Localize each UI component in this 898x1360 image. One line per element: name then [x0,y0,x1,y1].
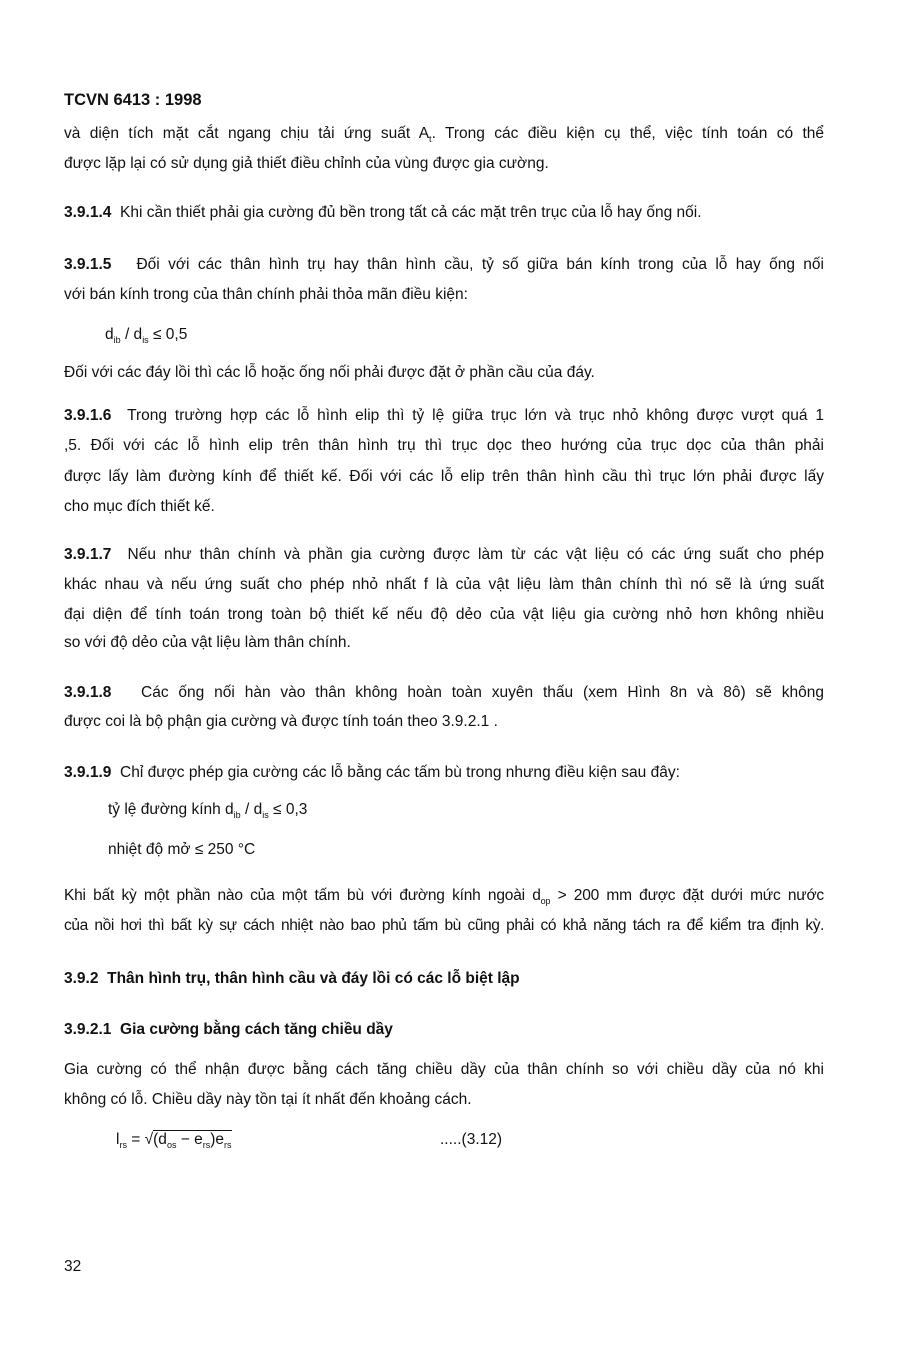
section-heading-392: 3.9.2 Thân hình trụ, thân hình cầu và đáy lồi có các lỗ biệt lập [64,970,520,987]
condition-diameter-ratio: tỷ lệ đường kính $d_{ib} / d_{is} \le 0,3$ [108,801,308,820]
clause-number: 3.9.1.5 [64,256,112,273]
clause-number: 3.9.1.4 [64,204,112,221]
clause-number: 3.9.1.7 [64,546,112,563]
paragraph-line: Gia cường có thể nhận được bằng cách tăng chiều dầy của thân chính so với chiều dầy của nó khi [64,1061,824,1078]
paragraph-line: ,5. Đối với các lỗ hình elip trên thân hình trụ thì trục dọc theo hướng của trục dọc của thân phải [64,437,824,454]
equation-3-12: $l_{rs} = √(d_{os} - e_{rs})e_{rs}$ [116,1131,232,1150]
paragraph-line: khác nhau và nếu ứng suất cho phép nhỏ nhất f là của vật liệu làm thân chính thì nó sẽ là ứng suất [64,576,824,593]
clause-3915: 3.9.1.5 Đối với các thân hình trụ hay thân hình cầu, tỷ số giữa bán kính trong của lỗ hay ống nối [64,256,824,273]
paragraph-line: Đối với các đáy lồi thì các lỗ hoặc ống nối phải được đặt ở phần cầu của đáy. [64,364,595,381]
paragraph-line: so với độ dẻo của vật liệu làm thân chính. [64,634,351,651]
paragraph-line: với bán kính trong của thân chính phải thỏa mãn điều kiện: [64,286,468,303]
paragraph-line: Khi bất kỳ một phần nào của một tấm bù với đường kính ngoài $d_{op} > 200$ mm được đặt dưới mức nước [64,887,824,906]
condition-formula: $d_{ib} / d_{is} \le 0,5$ [105,326,188,345]
page-number: 32 [64,1258,82,1275]
equation-reference: .....(3.12) [440,1131,503,1148]
paragraph-line: được coi là bộ phận gia cường và được tính toán theo 3.9.2.1 . [64,713,498,730]
paragraph-line: đại diện để tính toán trong toàn bộ thiết kế nếu độ dẻo của vật liệu gia cường nhỏ hơn không nhiều [64,606,824,623]
paragraph-line: và diện tích mặt cắt ngang chịu tải ứng suất $A_t$. Trong các điều kiện cụ thể, việc tính toán có thể [64,125,825,144]
clause-3914: 3.9.1.4 Khi cần thiết phải gia cường đủ bền trong tất cả các mặt trên trục của lỗ hay ống nối. [64,204,702,221]
clause-3917: 3.9.1.7 Nếu như thân chính và phần gia cường được làm từ các vật liệu có các ứng suất cho phép [64,546,824,563]
clause-number: 3.9.1.8 [64,684,112,701]
condition-temperature: nhiệt độ mở ≤ 250 °C [108,841,256,858]
standard-header: TCVN 6413 : 1998 [64,91,202,109]
paragraph-line: được lấy làm đường kính để thiết kế. Đối với các lỗ elip trên thân hình cầu thì trục lớn phải được lấy [64,468,824,485]
clause-number: 3.9.1.9 [64,764,112,781]
radicand: $(d_{os} - e_{rs})e_{rs}$ [153,1131,232,1150]
section-heading-3921: 3.9.2.1 Gia cường bằng cách tăng chiều dầy [64,1021,393,1038]
paragraph-line: cho mục đích thiết kế. [64,498,215,515]
paragraph-line: không có lỗ. Chiều dầy này tồn tại ít nhất đến khoảng cách. [64,1091,472,1108]
clause-number: 3.9.1.6 [64,407,112,424]
paragraph-line: được lặp lại có sử dụng giả thiết điều chỉnh của vùng được gia cường. [64,155,549,172]
clause-3919: 3.9.1.9 Chỉ được phép gia cường các lỗ bằng các tấm bù trong nhưng điều kiện sau đây: [64,764,680,781]
clause-3918: 3.9.1.8 Các ống nối hàn vào thân không hoàn toàn xuyên thấu (xem Hình 8n và 8ô) sẽ không [64,684,825,701]
clause-3916: 3.9.1.6 Trong trường hợp các lỗ hình elip thì tỷ lệ giữa trục lớn và trục nhỏ không được vượt quá 1 [64,407,824,424]
paragraph-line: của nồi hơi thì bất kỳ sự cách nhiệt nào bao phủ tấm bù cũng phải có khả năng tách ra để kiểm tra định kỳ. [64,917,824,934]
